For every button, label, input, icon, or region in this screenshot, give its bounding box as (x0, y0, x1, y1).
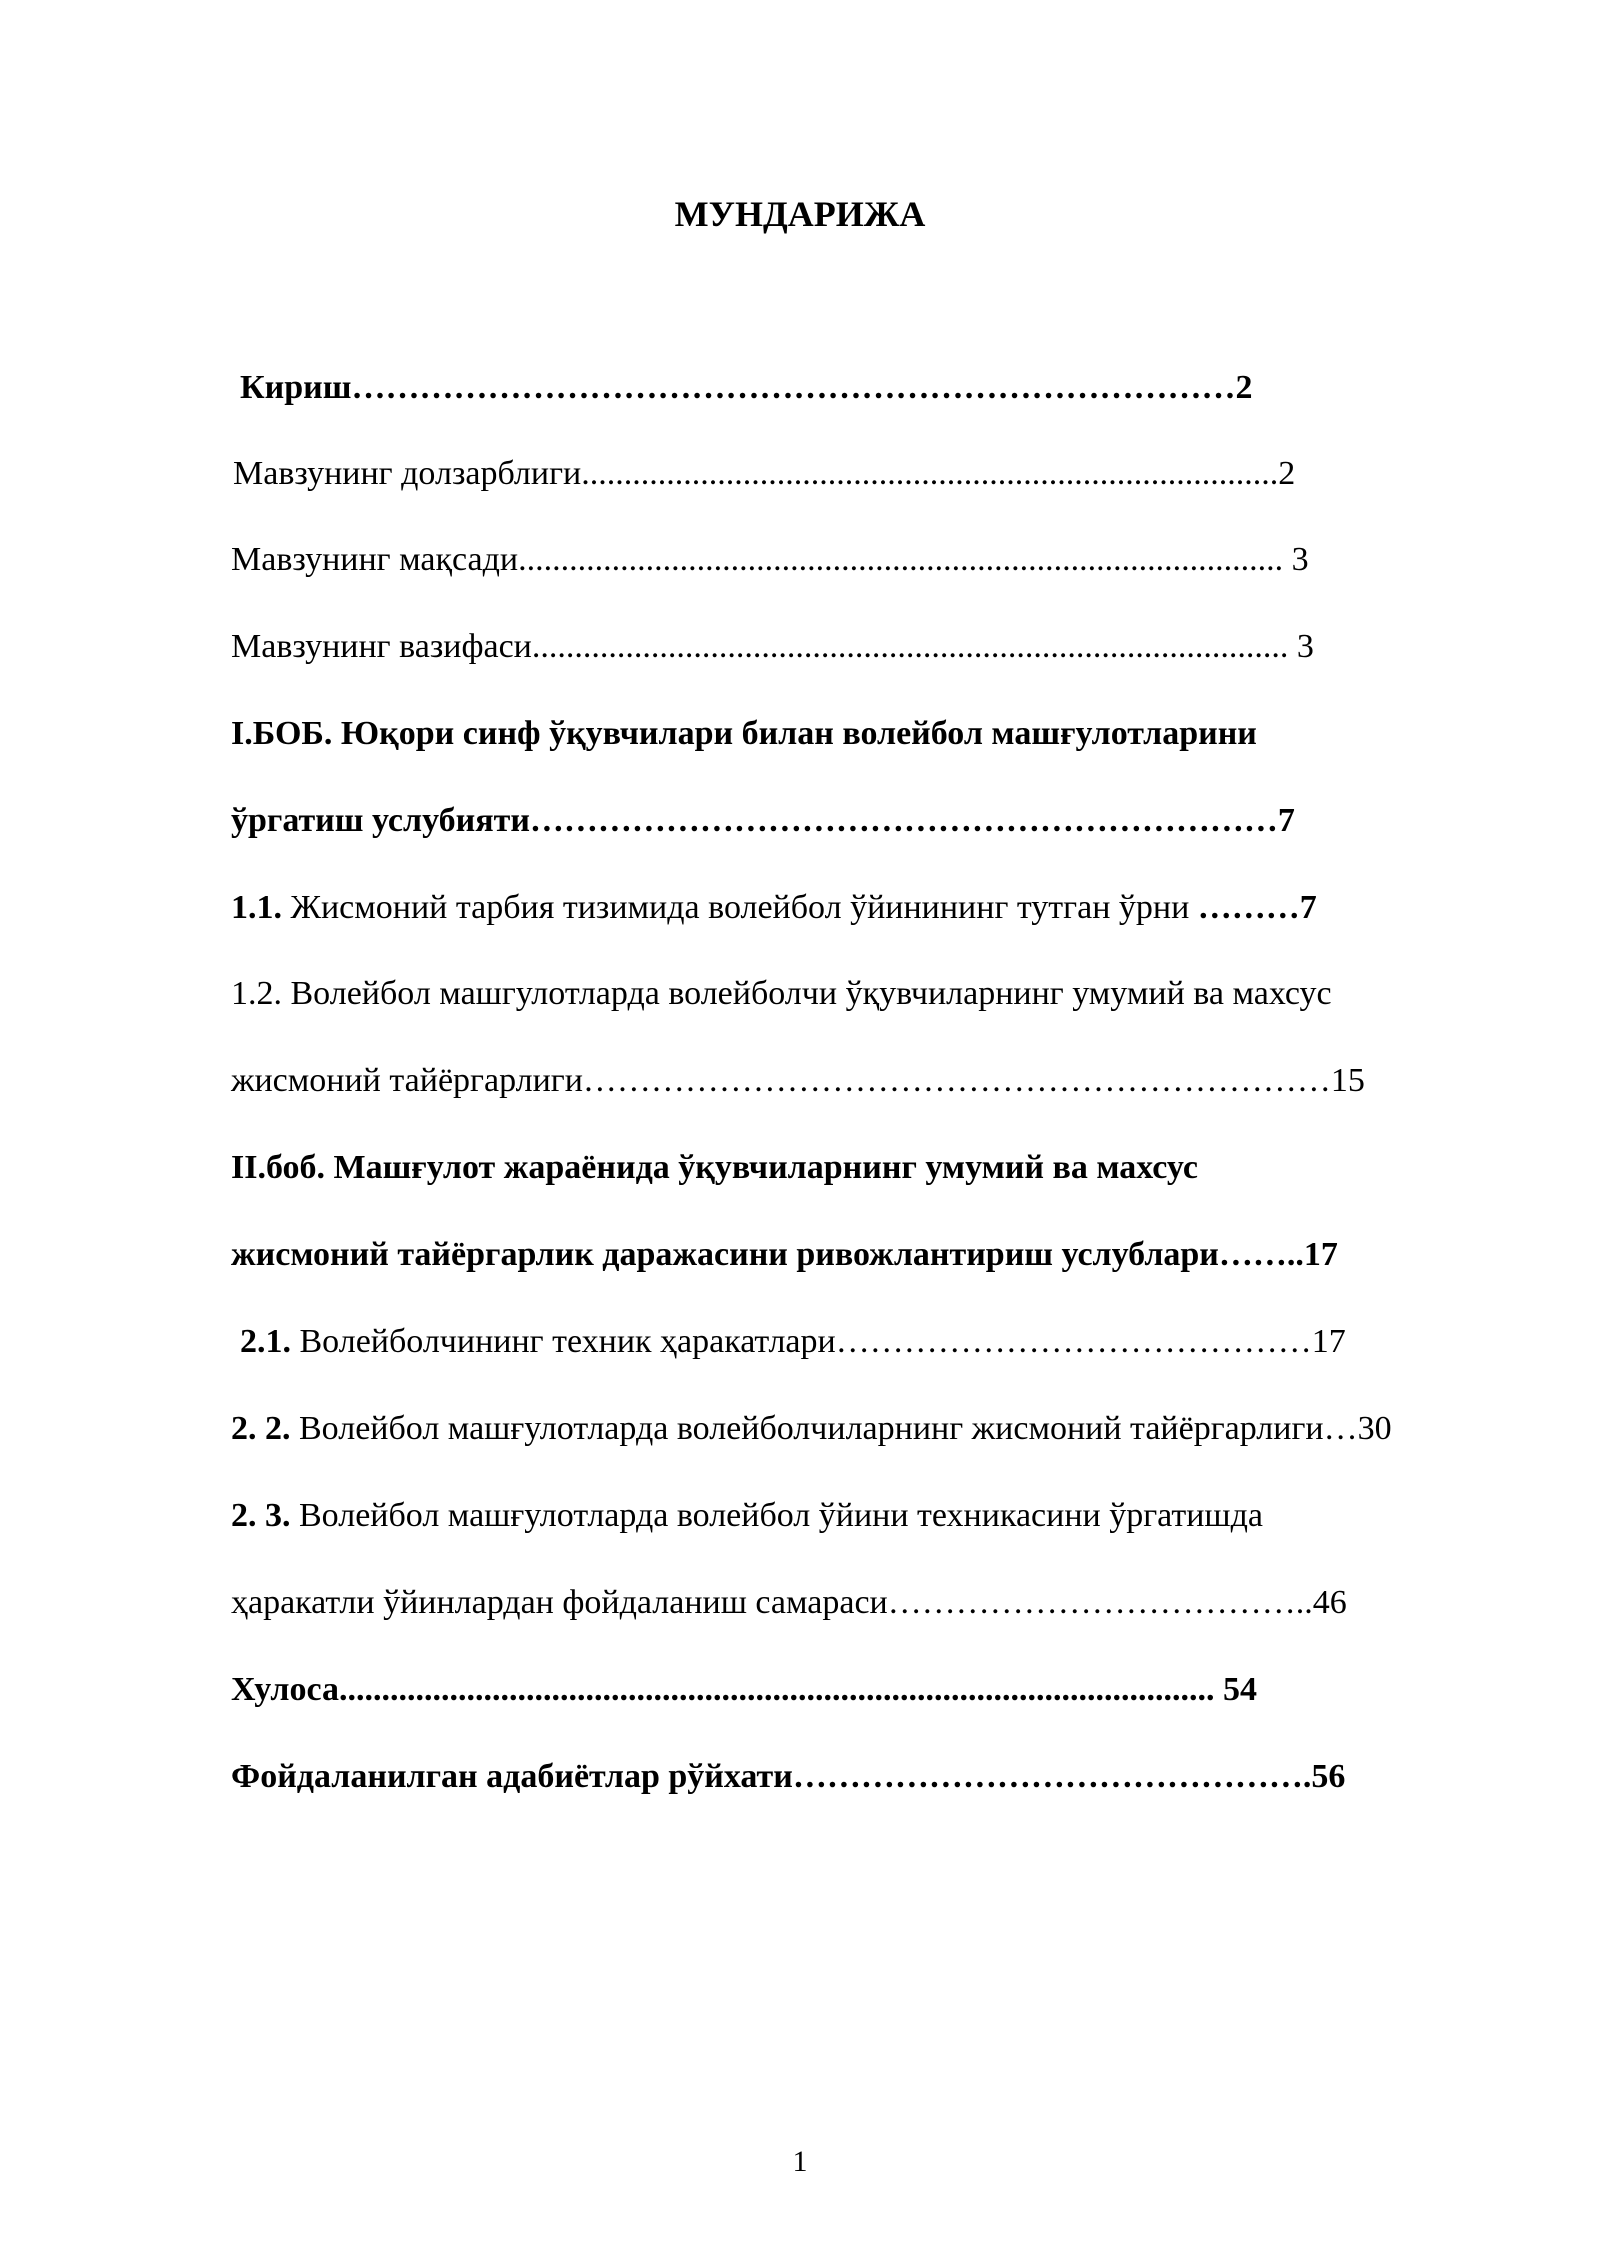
toc-entry-2-1-number: 2.1. (240, 1323, 291, 1360)
toc-entry-2-1-text: Волейболчининг техник ҳаракатлари……………………………………17 (291, 1323, 1346, 1360)
toc-chapter-2-title-line1: II.боб. Машғулот жараёнида ўқувчиларнинг умумий ва махсус (231, 1149, 1198, 1186)
toc-entry-2-2-text: Волейбол машғулотларда волейболчиларнинг жисмоний тайёргарлиги…30 (290, 1410, 1392, 1447)
toc-entry-adabiyotlar: Фойдаланилган адабиётлар рўйхати……………………………………….56 (231, 1758, 1346, 1795)
toc-chapter-2-title-line2: жисмоний тайёргарлик даражасини ривожлантириш услублари……..17 (231, 1236, 1338, 1273)
page-number: 1 (792, 2145, 808, 2178)
toc-entry-1-1-page: ………7 (1197, 889, 1317, 926)
toc-entry-2-1 (240, 1320, 1346, 1364)
toc-entry-2-2 (231, 1407, 1392, 1451)
toc-entry-1-1 (231, 886, 1317, 930)
toc-entry-1-1-number: 1.1. (231, 889, 282, 926)
toc-entry-2-3-line2: ҳаракатли ўйинлардан фойдаланиш самараси………………………………..46 (231, 1584, 1347, 1621)
toc-entry-maqsadi: Мавзунинг мақсади.......................................................................................... 3 (231, 541, 1309, 578)
toc-entry-1-2-line1: 1.2. Волейбол машгулотларда волейболчи ўқувчиларнинг умумий ва махсус (231, 975, 1332, 1012)
toc-chapter-1-title-line2: ўргатиш услубияти…………………………………………………………7 (231, 802, 1295, 839)
page-title: МУНДАРИЖА (674, 194, 926, 234)
toc-entry-2-3-text: Волейбол машғулотларда волейбол ўйини техникасини ўргатишда (290, 1497, 1264, 1534)
toc-entry-vazifasi: Мавзунинг вазифаси......................................................................................... 3 (231, 628, 1314, 665)
toc-entry-dolzarbligi: Мавзунинг долзарблиги..................................................................................2 (233, 455, 1296, 492)
toc-entry-1-2-line2: жисмоний тайёргарлиги…………………………………………………………15 (231, 1062, 1365, 1099)
toc-entry-kirish: Кириш……………………………………………………………………2 (240, 369, 1253, 406)
toc-chapter-1-title-line1: I.БОБ. Юқори синф ўқувчилари билан волейбол машғулотларини (231, 715, 1257, 752)
toc-entry-2-3-line1 (231, 1494, 1263, 1538)
toc-entry-2-3-number: 2. 3. (231, 1497, 291, 1534)
toc-entry-2-2-number: 2. 2. (231, 1410, 291, 1447)
toc-entry-xulosa: Хулоса....................................................................................................... 54 (231, 1671, 1257, 1708)
toc-entry-1-1-text: Жисмоний тарбия тизимида волейбол ўйинининг тутган ўрни (282, 889, 1198, 926)
